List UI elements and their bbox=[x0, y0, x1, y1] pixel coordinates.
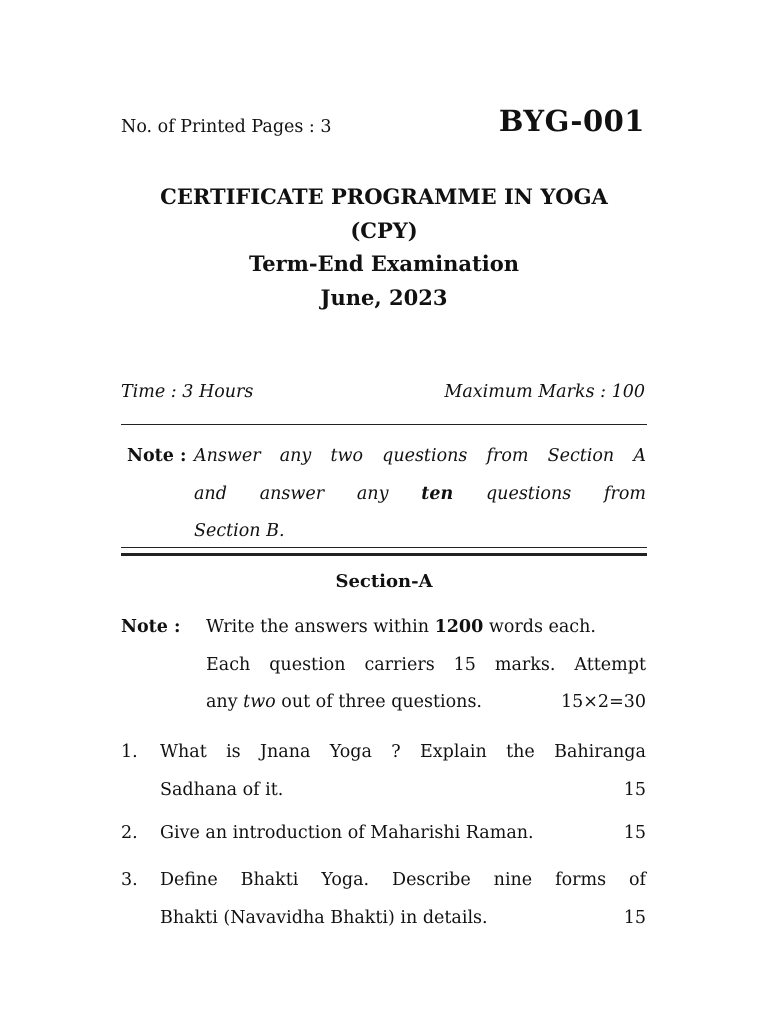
exam-info-row bbox=[121, 382, 647, 402]
section-a-note-body bbox=[206, 609, 646, 722]
word: Attempt bbox=[574, 654, 646, 675]
max-marks: Maximum Marks : 100 bbox=[444, 382, 645, 402]
general-note-line-3: Section B. bbox=[194, 521, 285, 541]
general-note-body bbox=[194, 438, 646, 551]
general-note-line-2 bbox=[194, 476, 646, 514]
word: Jnana bbox=[259, 742, 311, 762]
note-text-emphasis: two bbox=[243, 692, 276, 712]
programme-title: CERTIFICATE PROGRAMME IN YOGA bbox=[160, 184, 608, 209]
word: nine bbox=[493, 870, 533, 890]
word: Answer bbox=[194, 446, 261, 466]
course-code: BYG-001 bbox=[498, 104, 645, 138]
section-a-note-line-2 bbox=[206, 647, 646, 685]
section-a-note-line-3 bbox=[206, 684, 646, 722]
question-number: 3. bbox=[121, 870, 138, 890]
note-text-post: out of three questions. bbox=[275, 692, 482, 712]
question-marks: 15 bbox=[623, 907, 646, 928]
question-text-line: Give an introduction of Maharishi Raman. bbox=[160, 823, 534, 843]
word: from bbox=[486, 446, 529, 466]
note-text-pre: any bbox=[206, 692, 244, 712]
word: is bbox=[226, 742, 241, 762]
word: from bbox=[604, 483, 646, 504]
word: of bbox=[628, 870, 646, 890]
question-line-1 bbox=[160, 815, 646, 853]
exam-date: June, 2023 bbox=[320, 284, 448, 310]
exam-title bbox=[121, 180, 647, 314]
section-a-note-line-1 bbox=[206, 609, 646, 647]
word: any bbox=[279, 446, 312, 466]
note-text-pre: Write the answers within bbox=[206, 617, 435, 637]
word: questions bbox=[485, 483, 572, 504]
note-text bbox=[206, 609, 596, 647]
word: A bbox=[633, 446, 646, 466]
word: and bbox=[194, 483, 227, 504]
question-text bbox=[160, 815, 646, 853]
word: What bbox=[160, 742, 207, 762]
printed-pages: No. of Printed Pages : 3 bbox=[121, 117, 332, 137]
word: Bhakti bbox=[240, 870, 299, 890]
word: Describe bbox=[392, 870, 471, 890]
word: Section bbox=[547, 446, 615, 466]
word: Each bbox=[206, 654, 251, 675]
word: answer bbox=[259, 483, 325, 504]
word: question bbox=[269, 654, 346, 675]
question-text bbox=[160, 862, 646, 937]
word: questions bbox=[382, 446, 468, 466]
question-line-1 bbox=[160, 734, 646, 772]
question-text bbox=[160, 734, 646, 809]
question-number: 1. bbox=[121, 742, 138, 762]
question-line-2 bbox=[160, 900, 646, 938]
section-a-marks: 15×2=30 bbox=[561, 692, 646, 712]
word: any bbox=[356, 483, 389, 504]
word: 15 bbox=[453, 654, 476, 675]
word-emphasis: ten bbox=[421, 483, 454, 504]
exam-name: Term-End Examination bbox=[248, 251, 519, 276]
question-number: 2. bbox=[121, 823, 138, 843]
double-divider bbox=[121, 547, 647, 556]
word: forms bbox=[555, 870, 607, 890]
word: ? bbox=[391, 742, 401, 762]
word: carriers bbox=[364, 654, 435, 675]
question-line-1 bbox=[160, 862, 646, 900]
word-limit: 1200 bbox=[434, 617, 484, 637]
question-text-cont: Bhakti (Navavidha Bhakti) in details. bbox=[160, 907, 488, 928]
word: Bahiranga bbox=[554, 742, 646, 762]
question-line-2 bbox=[160, 772, 646, 810]
word: Yoga bbox=[329, 742, 372, 762]
section-a-title: Section-A bbox=[335, 571, 433, 592]
question-marks: 15 bbox=[623, 823, 646, 843]
word: marks. bbox=[494, 654, 556, 675]
word: the bbox=[506, 742, 535, 762]
time-limit: Time : 3 Hours bbox=[121, 382, 254, 402]
header-row bbox=[121, 104, 647, 144]
divider bbox=[121, 424, 647, 425]
word: Explain bbox=[420, 742, 487, 762]
section-a-note-label: Note : bbox=[121, 617, 181, 637]
question-text-cont: Sadhana of it. bbox=[160, 779, 284, 800]
general-note-label: Note : bbox=[127, 446, 187, 466]
word: Define bbox=[160, 870, 218, 890]
general-note-line-1 bbox=[194, 438, 646, 476]
question-marks: 15 bbox=[623, 779, 646, 800]
word: Yoga. bbox=[321, 870, 370, 890]
word: two bbox=[330, 446, 363, 466]
note-text-post: words each. bbox=[483, 617, 596, 637]
programme-abbr: (CPY) bbox=[350, 217, 418, 243]
